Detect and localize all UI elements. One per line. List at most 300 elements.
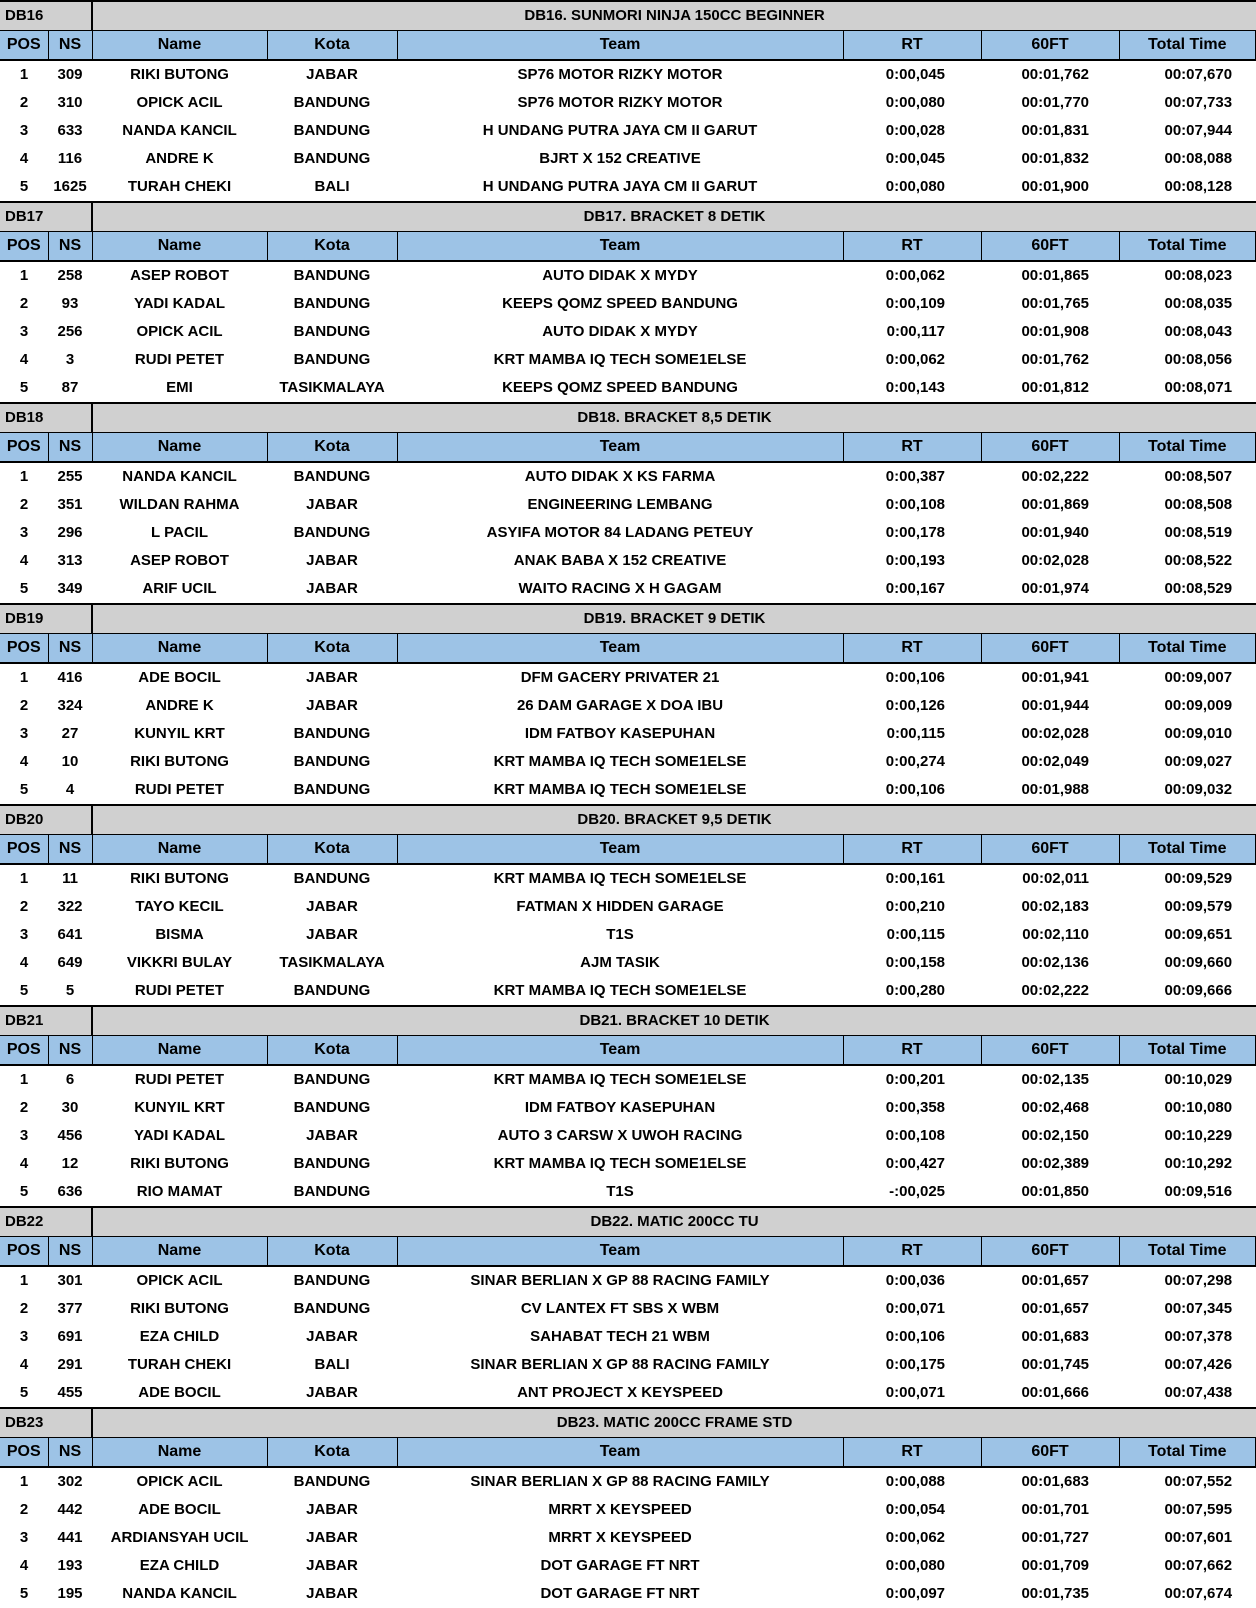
cell-team: ASYIFA MOTOR 84 LADANG PETEUY: [486, 524, 754, 541]
cell-total-time: 00:08,522: [1164, 552, 1233, 569]
section-title-row: [0, 1207, 1256, 1237]
cell-ns: 691: [57, 1328, 83, 1345]
column-header-pos: POS: [0, 31, 48, 61]
cell-name: ADE BOCIL: [138, 1501, 221, 1518]
cell-ns: 302: [57, 1473, 83, 1490]
cell-ns: 309: [57, 66, 83, 83]
cell-kota: JABAR: [306, 552, 358, 569]
table-row: [0, 89, 1256, 117]
table-row: [0, 1552, 1256, 1580]
cell-ns: 636: [57, 1183, 83, 1200]
section-title-row: [0, 604, 1256, 634]
column-header-team: Team: [397, 232, 843, 262]
column-header-pos: POS: [0, 1237, 48, 1267]
cell-rt: 0:00,062: [885, 1529, 946, 1546]
cell-ns: 256: [57, 323, 83, 340]
cell-name: RIKI BUTONG: [130, 66, 229, 83]
cell-total-time: 00:09,666: [1164, 982, 1233, 999]
table-row: [0, 575, 1256, 604]
cell-total-time: 00:09,516: [1164, 1183, 1233, 1200]
cell-60ft: 00:01,988: [1021, 781, 1090, 798]
column-header-rt: RT: [843, 634, 981, 664]
cell-total-time: 00:10,292: [1164, 1155, 1233, 1172]
cell-rt: 0:00,167: [885, 580, 946, 597]
column-header-kota: Kota: [267, 433, 397, 463]
cell-team: 26 DAM GARAGE X DOA IBU: [516, 697, 724, 714]
cell-kota: JABAR: [306, 1501, 358, 1518]
column-header-60ft: 60FT: [981, 433, 1119, 463]
cell-total-time: 00:08,128: [1164, 178, 1233, 195]
cell-ns: 11: [62, 870, 78, 887]
column-header-kota: Kota: [267, 1237, 397, 1267]
cell-kota: JABAR: [306, 1529, 358, 1546]
table-row: [0, 290, 1256, 318]
cell-rt: 0:00,158: [885, 954, 946, 971]
cell-pos: 5: [19, 1384, 29, 1401]
table-row: [0, 1580, 1256, 1608]
cell-team: KRT MAMBA IQ TECH SOME1ELSE: [493, 351, 747, 368]
cell-60ft: 00:01,683: [1021, 1473, 1090, 1490]
cell-60ft: 00:01,683: [1021, 1328, 1090, 1345]
cell-team: KRT MAMBA IQ TECH SOME1ELSE: [493, 982, 747, 999]
cell-rt: 0:00,108: [885, 1127, 946, 1144]
cell-pos: 3: [19, 1328, 29, 1345]
cell-team: H UNDANG PUTRA JAYA CM II GARUT: [482, 122, 758, 139]
table-row: [0, 318, 1256, 346]
cell-pos: 5: [19, 781, 29, 798]
table-row: [0, 462, 1256, 491]
table-row: [0, 663, 1256, 692]
cell-pos: 3: [19, 122, 29, 139]
cell-pos: 1: [19, 870, 29, 887]
cell-60ft: 00:01,666: [1021, 1384, 1090, 1401]
cell-rt: 0:00,036: [885, 1272, 946, 1289]
cell-kota: JABAR: [306, 697, 358, 714]
table-row: [0, 173, 1256, 202]
cell-name: TURAH CHEKI: [127, 1356, 232, 1373]
section-title: DB23. MATIC 200CC FRAME STD: [92, 1408, 1256, 1438]
cell-ns: 442: [57, 1501, 83, 1518]
cell-total-time: 00:09,010: [1164, 725, 1233, 742]
cell-pos: 3: [19, 524, 29, 541]
column-header-name: Name: [92, 232, 267, 262]
column-header-row: [0, 1036, 1256, 1066]
cell-rt: 0:00,062: [885, 351, 946, 368]
cell-name: ADE BOCIL: [138, 669, 221, 686]
cell-total-time: 00:08,088: [1164, 150, 1233, 167]
cell-total-time: 00:07,670: [1164, 66, 1233, 83]
table-row: [0, 720, 1256, 748]
cell-kota: BANDUNG: [293, 725, 371, 742]
cell-total-time: 00:09,660: [1164, 954, 1233, 971]
section-title: DB19. BRACKET 9 DETIK: [92, 604, 1256, 634]
cell-rt: 0:00,106: [885, 1328, 946, 1345]
cell-rt: 0:00,115: [886, 926, 946, 943]
cell-team: KRT MAMBA IQ TECH SOME1ELSE: [493, 753, 747, 770]
cell-name: RIKI BUTONG: [130, 753, 229, 770]
table-row: [0, 1496, 1256, 1524]
cell-team: DOT GARAGE FT NRT: [540, 1585, 700, 1602]
cell-total-time: 00:07,595: [1164, 1501, 1233, 1518]
column-header-total-time: Total Time: [1119, 835, 1256, 865]
cell-kota: JABAR: [306, 496, 358, 513]
column-header-team: Team: [397, 31, 843, 61]
cell-ns: 1625: [53, 178, 87, 195]
table-row: [0, 145, 1256, 173]
cell-ns: 12: [61, 1155, 79, 1172]
section-title: DB20. BRACKET 9,5 DETIK: [92, 805, 1256, 835]
column-header-60ft: 60FT: [981, 31, 1119, 61]
column-header-rt: RT: [843, 31, 981, 61]
column-header-pos: POS: [0, 433, 48, 463]
cell-ns: 456: [57, 1127, 83, 1144]
table-row: [0, 374, 1256, 403]
cell-total-time: 00:08,023: [1164, 267, 1233, 284]
cell-rt: 0:00,126: [885, 697, 946, 714]
table-row: [0, 692, 1256, 720]
cell-name: RIKI BUTONG: [130, 870, 229, 887]
cell-pos: 2: [19, 1300, 29, 1317]
cell-name: RIKI BUTONG: [130, 1300, 229, 1317]
cell-pos: 5: [19, 178, 29, 195]
column-header-60ft: 60FT: [981, 835, 1119, 865]
table-row: [0, 1065, 1256, 1094]
cell-name: ANDRE K: [145, 697, 214, 714]
cell-total-time: 00:09,007: [1164, 669, 1233, 686]
column-header-kota: Kota: [267, 835, 397, 865]
cell-kota: JABAR: [306, 926, 358, 943]
cell-total-time: 00:07,378: [1164, 1328, 1233, 1345]
cell-rt: 0:00,387: [885, 468, 946, 485]
cell-name: NANDA KANCIL: [122, 1585, 237, 1602]
cell-60ft: 00:01,762: [1021, 351, 1090, 368]
section-code: DB20: [0, 805, 92, 835]
cell-60ft: 00:01,941: [1021, 669, 1090, 686]
section-code: DB21: [0, 1006, 92, 1036]
cell-60ft: 00:01,745: [1021, 1356, 1090, 1373]
cell-team: DOT GARAGE FT NRT: [540, 1557, 700, 1574]
cell-60ft: 00:01,944: [1021, 697, 1090, 714]
cell-team: SP76 MOTOR RIZKY MOTOR: [517, 66, 723, 83]
cell-name: RUDI PETET: [134, 351, 225, 368]
cell-ns: 455: [57, 1384, 83, 1401]
cell-ns: 641: [57, 926, 83, 943]
cell-total-time: 00:07,674: [1164, 1585, 1233, 1602]
column-header-rt: RT: [843, 1237, 981, 1267]
cell-pos: 5: [19, 580, 29, 597]
column-header-60ft: 60FT: [981, 634, 1119, 664]
cell-60ft: 00:01,709: [1021, 1557, 1090, 1574]
cell-60ft: 00:02,049: [1021, 753, 1090, 770]
section-title-row: [0, 1, 1256, 31]
cell-60ft: 00:01,865: [1021, 267, 1090, 284]
cell-rt: 0:00,193: [885, 552, 946, 569]
column-header-row: [0, 31, 1256, 61]
cell-team: MRRT X KEYSPEED: [548, 1529, 692, 1546]
table-row: [0, 748, 1256, 776]
table-row: [0, 864, 1256, 893]
cell-team: KEEPS QOMZ SPEED BANDUNG: [502, 295, 738, 312]
cell-team: BJRT X 152 CREATIVE: [539, 150, 701, 167]
cell-team: KRT MAMBA IQ TECH SOME1ELSE: [493, 1155, 747, 1172]
cell-total-time: 00:07,552: [1164, 1473, 1233, 1490]
cell-ns: 258: [57, 267, 83, 284]
cell-pos: 1: [19, 1071, 29, 1088]
cell-total-time: 00:08,508: [1164, 496, 1233, 513]
column-header-rt: RT: [843, 835, 981, 865]
column-header-total-time: Total Time: [1119, 634, 1256, 664]
cell-name: TURAH CHEKI: [127, 178, 232, 195]
section-title-row: [0, 1408, 1256, 1438]
cell-rt: 0:00,106: [885, 669, 946, 686]
cell-ns: 193: [57, 1557, 83, 1574]
cell-name: BISMA: [155, 926, 204, 943]
column-header-team: Team: [397, 835, 843, 865]
cell-ns: 349: [57, 580, 83, 597]
table-row: [0, 1295, 1256, 1323]
cell-60ft: 00:01,657: [1021, 1272, 1090, 1289]
column-header-ns: NS: [48, 1237, 92, 1267]
cell-pos: 3: [19, 1127, 29, 1144]
column-header-rt: RT: [843, 1438, 981, 1468]
cell-ns: 116: [57, 150, 83, 167]
cell-total-time: 00:07,944: [1164, 122, 1233, 139]
cell-team: SINAR BERLIAN X GP 88 RACING FAMILY: [470, 1356, 770, 1373]
cell-60ft: 00:02,136: [1021, 954, 1090, 971]
section-title-row: [0, 1006, 1256, 1036]
cell-team: AUTO 3 CARSW X UWOH RACING: [497, 1127, 743, 1144]
column-header-ns: NS: [48, 835, 92, 865]
column-header-total-time: Total Time: [1119, 232, 1256, 262]
cell-60ft: 00:01,832: [1021, 150, 1090, 167]
cell-team: KEEPS QOMZ SPEED BANDUNG: [502, 379, 738, 396]
cell-60ft: 00:01,850: [1021, 1183, 1090, 1200]
cell-rt: 0:00,427: [885, 1155, 946, 1172]
cell-ns: 93: [61, 295, 79, 312]
column-header-name: Name: [92, 634, 267, 664]
column-header-rt: RT: [843, 1036, 981, 1066]
cell-name: ARDIANSYAH UCIL: [110, 1529, 249, 1546]
table-row: [0, 261, 1256, 290]
cell-name: OPICK ACIL: [136, 1272, 223, 1289]
cell-total-time: 00:07,601: [1164, 1529, 1233, 1546]
cell-kota: BANDUNG: [293, 982, 371, 999]
cell-total-time: 00:08,071: [1164, 379, 1233, 396]
column-header-pos: POS: [0, 634, 48, 664]
column-header-row: [0, 835, 1256, 865]
cell-total-time: 00:07,733: [1164, 94, 1233, 111]
cell-60ft: 00:02,183: [1021, 898, 1090, 915]
cell-team: AUTO DIDAK X MYDY: [542, 323, 698, 340]
cell-pos: 1: [19, 1272, 29, 1289]
column-header-60ft: 60FT: [981, 1036, 1119, 1066]
cell-pos: 3: [19, 1529, 29, 1546]
column-header-team: Team: [397, 1237, 843, 1267]
cell-kota: BALI: [314, 178, 350, 195]
cell-kota: BANDUNG: [293, 524, 371, 541]
section-title: DB17. BRACKET 8 DETIK: [92, 202, 1256, 232]
cell-team: IDM FATBOY KASEPUHAN: [524, 725, 716, 742]
cell-ns: 310: [57, 94, 83, 111]
cell-60ft: 00:02,389: [1021, 1155, 1090, 1172]
cell-team: DFM GACERY PRIVATER 21: [520, 669, 720, 686]
cell-pos: 1: [19, 669, 29, 686]
section-code: DB19: [0, 604, 92, 634]
column-header-ns: NS: [48, 232, 92, 262]
cell-team: KRT MAMBA IQ TECH SOME1ELSE: [493, 781, 747, 798]
cell-rt: 0:00,028: [885, 122, 946, 139]
cell-ns: 324: [57, 697, 83, 714]
cell-60ft: 00:02,011: [1022, 870, 1090, 887]
cell-ns: 633: [57, 122, 83, 139]
cell-team: T1S: [606, 1183, 634, 1200]
table-row: [0, 776, 1256, 805]
cell-60ft: 00:01,727: [1021, 1529, 1090, 1546]
cell-ns: 87: [61, 379, 79, 396]
cell-team: SINAR BERLIAN X GP 88 RACING FAMILY: [470, 1272, 770, 1289]
cell-total-time: 00:07,426: [1164, 1356, 1233, 1373]
cell-ns: 416: [57, 669, 83, 686]
cell-60ft: 00:01,974: [1021, 580, 1090, 597]
cell-kota: BANDUNG: [293, 323, 371, 340]
cell-kota: BANDUNG: [293, 351, 371, 368]
column-header-name: Name: [92, 1438, 267, 1468]
cell-kota: BANDUNG: [293, 1183, 371, 1200]
table-row: [0, 1266, 1256, 1295]
cell-60ft: 00:01,762: [1021, 66, 1090, 83]
cell-name: RIO MAMAT: [136, 1183, 223, 1200]
cell-total-time: 00:10,229: [1164, 1127, 1233, 1144]
cell-name: ARIF UCIL: [142, 580, 217, 597]
cell-pos: 4: [19, 351, 29, 368]
column-header-60ft: 60FT: [981, 232, 1119, 262]
cell-name: NANDA KANCIL: [122, 122, 237, 139]
table-row: [0, 1467, 1256, 1496]
cell-pos: 2: [19, 1501, 29, 1518]
cell-ns: 5: [65, 982, 75, 999]
cell-team: AUTO DIDAK X MYDY: [542, 267, 698, 284]
cell-ns: 313: [57, 552, 83, 569]
column-header-60ft: 60FT: [981, 1237, 1119, 1267]
cell-total-time: 00:08,529: [1164, 580, 1233, 597]
cell-name: VIKKRI BULAY: [126, 954, 233, 971]
column-header-kota: Kota: [267, 1438, 397, 1468]
cell-name: EMI: [166, 379, 193, 396]
column-header-name: Name: [92, 1237, 267, 1267]
cell-name: OPICK ACIL: [136, 323, 223, 340]
cell-name: KUNYIL KRT: [134, 1099, 225, 1116]
cell-rt: 0:00,088: [885, 1473, 946, 1490]
section-code: DB17: [0, 202, 92, 232]
column-header-kota: Kota: [267, 634, 397, 664]
cell-rt: 0:00,201: [885, 1071, 946, 1088]
column-header-ns: NS: [48, 31, 92, 61]
cell-60ft: 00:01,812: [1021, 379, 1090, 396]
cell-ns: 27: [61, 725, 79, 742]
section-title: DB22. MATIC 200CC TU: [92, 1207, 1256, 1237]
cell-rt: 0:00,080: [885, 1557, 946, 1574]
cell-name: EZA CHILD: [139, 1557, 220, 1574]
cell-total-time: 00:07,345: [1164, 1300, 1233, 1317]
cell-kota: BANDUNG: [293, 295, 371, 312]
section-title-row: [0, 403, 1256, 433]
cell-60ft: 00:02,028: [1021, 552, 1090, 569]
cell-pos: 4: [19, 552, 29, 569]
table-row: [0, 921, 1256, 949]
column-header-60ft: 60FT: [981, 1438, 1119, 1468]
column-header-name: Name: [92, 835, 267, 865]
cell-name: RUDI PETET: [134, 982, 225, 999]
cell-pos: 1: [19, 1473, 29, 1490]
cell-rt: 0:00,062: [885, 267, 946, 284]
cell-60ft: 00:02,222: [1021, 468, 1090, 485]
table-row: [0, 1178, 1256, 1207]
cell-team: KRT MAMBA IQ TECH SOME1ELSE: [493, 870, 747, 887]
cell-total-time: 00:09,032: [1164, 781, 1233, 798]
cell-name: NANDA KANCIL: [122, 468, 237, 485]
cell-team: SINAR BERLIAN X GP 88 RACING FAMILY: [470, 1473, 770, 1490]
cell-total-time: 00:10,029: [1164, 1071, 1233, 1088]
cell-team: ENGINEERING LEMBANG: [527, 496, 713, 513]
cell-60ft: 00:01,908: [1021, 323, 1090, 340]
column-header-kota: Kota: [267, 31, 397, 61]
cell-rt: 0:00,080: [885, 94, 946, 111]
cell-60ft: 00:02,222: [1021, 982, 1090, 999]
cell-kota: JABAR: [306, 580, 358, 597]
cell-60ft: 00:02,150: [1021, 1127, 1090, 1144]
section-title: DB21. BRACKET 10 DETIK: [92, 1006, 1256, 1036]
cell-name: ASEP ROBOT: [130, 267, 229, 284]
cell-60ft: 00:01,657: [1021, 1300, 1090, 1317]
cell-name: RUDI PETET: [134, 1071, 225, 1088]
cell-name: EZA CHILD: [139, 1328, 220, 1345]
cell-ns: 351: [57, 496, 83, 513]
cell-pos: 1: [19, 468, 29, 485]
cell-kota: TASIKMALAYA: [279, 379, 385, 396]
cell-pos: 2: [19, 295, 29, 312]
cell-60ft: 00:01,831: [1021, 122, 1090, 139]
cell-kota: JABAR: [306, 1557, 358, 1574]
cell-pos: 2: [19, 697, 29, 714]
cell-ns: 255: [57, 468, 83, 485]
table-row: [0, 60, 1256, 89]
section-code: DB23: [0, 1408, 92, 1438]
cell-kota: BANDUNG: [293, 94, 371, 111]
results-table-body: [0, 1, 1256, 1608]
cell-ns: 30: [61, 1099, 79, 1116]
table-row: [0, 1524, 1256, 1552]
table-row: [0, 1122, 1256, 1150]
table-row: [0, 117, 1256, 145]
cell-team: AJM TASIK: [580, 954, 660, 971]
cell-pos: 2: [19, 1099, 29, 1116]
cell-total-time: 00:07,662: [1164, 1557, 1233, 1574]
cell-name: WILDAN RAHMA: [119, 496, 240, 513]
cell-total-time: 00:07,298: [1164, 1272, 1233, 1289]
cell-team: H UNDANG PUTRA JAYA CM II GARUT: [482, 178, 758, 195]
cell-kota: BANDUNG: [293, 150, 371, 167]
table-row: [0, 1351, 1256, 1379]
cell-pos: 5: [19, 1183, 29, 1200]
cell-pos: 3: [19, 323, 29, 340]
cell-total-time: 00:09,009: [1164, 697, 1233, 714]
cell-pos: 5: [19, 1585, 29, 1602]
cell-60ft: 00:01,900: [1021, 178, 1090, 195]
table-row: [0, 519, 1256, 547]
table-row: [0, 547, 1256, 575]
cell-rt: 0:00,106: [885, 781, 946, 798]
cell-name: YADI KADAL: [133, 295, 226, 312]
